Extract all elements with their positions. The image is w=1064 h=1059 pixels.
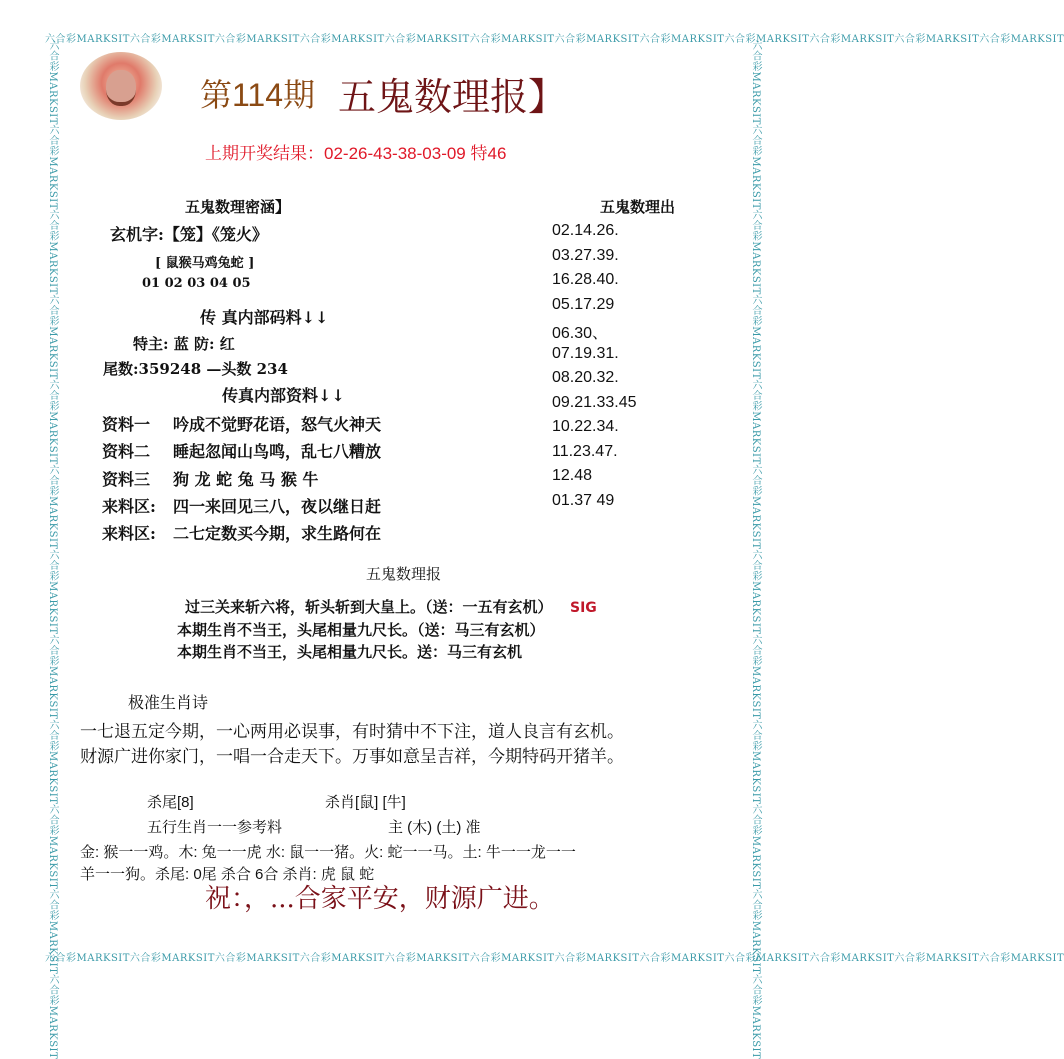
info-label: 资料三 — [102, 469, 151, 489]
number-group: 02.14.26. — [552, 222, 619, 239]
middle-line: 过三关来斩六将，斩头斩到大皇上。（送：一五有玄机） — [185, 598, 553, 616]
number-group: 16.28.40. — [552, 271, 619, 288]
number-group: 10.22.34. — [552, 418, 619, 435]
blessing: 祝：，...合家平安，财源广进。 — [205, 884, 555, 914]
wuxing-line: 金: 猴一一鸡。木: 兔一一虎 水: 鼠一一猪。火: 蛇一一马。土: 牛一一龙一一 — [80, 844, 576, 861]
poem-line: 一七退五定今期，一心两用必误事，有时猜中不下注，道人良言有玄机。 — [80, 722, 624, 742]
kill-zodiac: 杀肖[鼠] [牛] — [325, 794, 406, 811]
issue-number: 第114期 — [200, 77, 316, 113]
border-top — [45, 33, 1064, 47]
middle-line: 本期生肖不当王，头尾相量九尺长。（送：马三有玄机） — [177, 621, 545, 639]
poem-title: 极准生肖诗 — [128, 695, 209, 712]
info-text: 吟成不觉野花语，怒气火神天 — [173, 415, 382, 434]
info-text: 狗 龙 蛇 兔 马 猴 牛 — [173, 469, 319, 489]
info-label: 资料一 — [102, 415, 151, 434]
zodiac-bracket: [ 鼠猴马鸡兔蛇 ] — [155, 256, 255, 271]
page-title: 五鬼数理报】 — [338, 75, 567, 119]
number-group: 06.30、 — [552, 325, 609, 342]
number-group: 08.20.32. — [552, 369, 619, 386]
wuxing-line: 羊一一狗。杀尾: 0尾 杀合 6合 杀肖: 虎 鼠 蛇 — [80, 866, 375, 883]
info-text: 二七定数买今期，求生路何在 — [173, 524, 382, 544]
number-group: 09.21.33.45 — [552, 393, 637, 411]
tail-numbers: 尾数:359248 —头数 234 — [103, 360, 288, 378]
number-list: 01 02 03 04 05 — [142, 276, 251, 291]
last-result: 上期开奖结果：02-26-43-38-03-09 特46 — [205, 144, 507, 163]
number-group: 07.19.31. — [552, 344, 619, 362]
wuxing-title: 五行生肖一一参考料 — [147, 819, 283, 836]
border-left: 六合彩MARKSIT六合彩MARKSIT六合彩MARKSIT六合彩MARKSIT六合彩MARKSIT六合彩MARKSIT六合彩MARKSIT六合彩MARKSIT六合彩MARKSIT六合彩MARKSIT六合彩MARKSIT六合彩MARKSIT — [47, 40, 58, 1059]
info-label: 资料二 — [102, 442, 151, 462]
number-group: 05.17.29 — [552, 295, 615, 313]
fax-info-title: 传真内部资料↓↓ — [222, 386, 345, 405]
wuxing-main: 主 (木) (土) 准 — [388, 819, 481, 836]
info-text: 四一来回见三八，夜以继日赶 — [173, 496, 382, 516]
kill-tail: 杀尾[8] — [147, 794, 194, 811]
right-heading: 五鬼数理出 — [600, 198, 676, 216]
number-group: 01.37 49 — [552, 491, 615, 509]
border-right: 六合彩MARKSIT六合彩MARKSIT六合彩MARKSIT六合彩MARKSIT六合彩MARKSIT六合彩MARKSIT六合彩MARKSIT六合彩MARKSIT六合彩MARKSIT六合彩MARKSIT六合彩MARKSIT六合彩MARKSIT — [750, 40, 761, 1059]
middle-title: 五鬼数理报 — [366, 566, 442, 583]
left-heading: 五鬼数理密涵】 — [185, 198, 291, 216]
info-text: 睡起忽闻山鸟鸣，乱七八糟放 — [173, 442, 382, 462]
number-group: 11.23.47. — [552, 442, 618, 460]
info-label: 来料区: — [102, 496, 156, 516]
number-group: 12.48 — [552, 467, 593, 484]
info-label: 来料区: — [102, 524, 156, 544]
number-group: 03.27.39. — [552, 246, 619, 264]
avatar-portrait — [80, 52, 162, 120]
fax-code-title: 传 真内部码料↓↓ — [200, 308, 329, 327]
border-text: 六合彩MARKSIT六合彩MARKSIT六合彩MARKSIT六合彩MARKSIT六合彩MARKSIT六合彩MARKSIT六合彩MARKSIT六合彩MARKSIT六合彩MARKSIT六合彩MARKSIT六合彩MARKSIT六合彩MARKSIT — [45, 34, 1064, 45]
middle-line: 本期生肖不当王，头尾相量九尺长。送：马三有玄机 — [177, 643, 523, 661]
border-bottom: 六合彩MARKSIT六合彩MARKSIT六合彩MARKSIT六合彩MARKSIT六合彩MARKSIT六合彩MARKSIT六合彩MARKSIT六合彩MARKSIT六合彩MARKSIT六合彩MARKSIT六合彩MARKSIT六合彩MARKSIT — [45, 953, 1064, 964]
xuanji-word: 玄机字:【笼】《笼火》 — [110, 225, 268, 244]
red-stamp-mark: SIG — [570, 600, 597, 616]
poem-line: 财源广进你家门，一唱一合走天下。万事如意呈吉祥，今期特码开猪羊。 — [80, 747, 624, 767]
special-color: 特主: 蓝 防: 红 — [133, 335, 235, 353]
